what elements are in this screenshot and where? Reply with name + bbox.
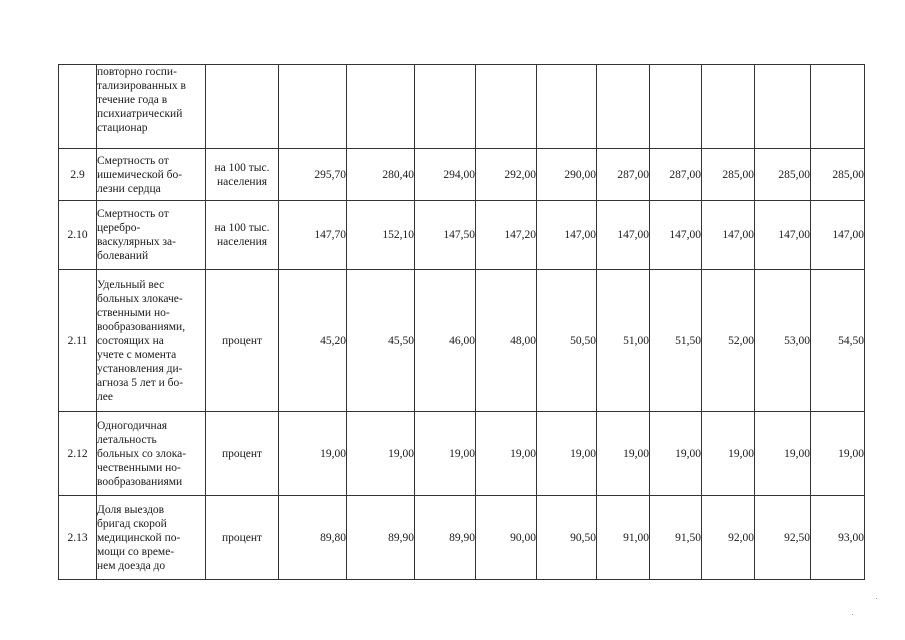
value-cell: 52,00 — [702, 270, 755, 412]
unit-cell: на 100 тыс. населения — [206, 149, 279, 201]
table-row — [59, 149, 865, 201]
value-cell: 285,00 — [811, 149, 865, 201]
value-cell: 147,20 — [476, 201, 537, 270]
value-cell: 147,00 — [755, 201, 811, 270]
value-cell: 147,70 — [279, 201, 347, 270]
table-row — [59, 201, 865, 270]
indicators-table — [58, 64, 865, 580]
indicator-name: Смертность от церебро- васкулярных за- болеваний — [97, 201, 206, 270]
unit-cell: процент — [206, 270, 279, 412]
value-cell: 54,50 — [811, 270, 865, 412]
value-cell: 147,00 — [702, 201, 755, 270]
unit-cell — [206, 65, 279, 149]
value-cell — [755, 65, 811, 149]
value-cell: 46,00 — [415, 270, 476, 412]
value-cell: 147,00 — [811, 201, 865, 270]
value-cell: 90,50 — [537, 496, 597, 580]
value-cell: 19,00 — [755, 412, 811, 496]
value-cell: 285,00 — [702, 149, 755, 201]
value-cell: 45,50 — [347, 270, 415, 412]
value-cell: 92,00 — [702, 496, 755, 580]
value-cell: 285,00 — [755, 149, 811, 201]
indicator-name: Доля выездов бригад скорой медицинской по- мощи со време- нем доезда до — [97, 496, 206, 580]
value-cell: 89,90 — [415, 496, 476, 580]
value-cell: 50,50 — [537, 270, 597, 412]
value-cell: 48,00 — [476, 270, 537, 412]
value-cell: 19,00 — [597, 412, 650, 496]
value-cell: 89,80 — [279, 496, 347, 580]
value-cell — [537, 65, 597, 149]
unit-cell: на 100 тыс. населения — [206, 201, 279, 270]
indicator-name: Удельный вес больных злокаче- ственными но- вообразованиями, состоящих на учете с момента установления ди- агноза 5 лет и бо- лее — [97, 270, 206, 412]
table-row — [59, 412, 865, 496]
value-cell: 295,70 — [279, 149, 347, 201]
value-cell: 93,00 — [811, 496, 865, 580]
value-cell: 19,00 — [811, 412, 865, 496]
value-cell — [597, 65, 650, 149]
row-number: 2.9 — [59, 149, 97, 201]
value-cell: 147,50 — [415, 201, 476, 270]
scan-speck — [876, 598, 877, 599]
value-cell — [811, 65, 865, 149]
value-cell: 51,50 — [650, 270, 702, 412]
row-number: 2.10 — [59, 201, 97, 270]
row-number — [59, 65, 97, 149]
value-cell: 147,00 — [597, 201, 650, 270]
value-cell: 91,50 — [650, 496, 702, 580]
row-number: 2.12 — [59, 412, 97, 496]
value-cell: 147,00 — [537, 201, 597, 270]
value-cell: 91,00 — [597, 496, 650, 580]
value-cell: 53,00 — [755, 270, 811, 412]
table-row — [59, 65, 865, 149]
value-cell: 90,00 — [476, 496, 537, 580]
value-cell — [415, 65, 476, 149]
value-cell — [476, 65, 537, 149]
indicator-name: повторно госпи- тализированных в течение года в психиатрический стационар — [97, 65, 206, 149]
value-cell: 294,00 — [415, 149, 476, 201]
value-cell: 89,90 — [347, 496, 415, 580]
value-cell: 287,00 — [650, 149, 702, 201]
table-row — [59, 496, 865, 580]
value-cell: 19,00 — [537, 412, 597, 496]
value-cell: 19,00 — [650, 412, 702, 496]
value-cell: 290,00 — [537, 149, 597, 201]
unit-cell: процент — [206, 496, 279, 580]
value-cell: 152,10 — [347, 201, 415, 270]
value-cell — [650, 65, 702, 149]
value-cell: 51,00 — [597, 270, 650, 412]
value-cell: 19,00 — [347, 412, 415, 496]
value-cell: 292,00 — [476, 149, 537, 201]
indicator-name: Одногодичная летальность больных со злока- чественными но- вообразованиями — [97, 412, 206, 496]
value-cell: 19,00 — [702, 412, 755, 496]
value-cell — [347, 65, 415, 149]
table-row — [59, 270, 865, 412]
value-cell: 19,00 — [279, 412, 347, 496]
value-cell: 19,00 — [415, 412, 476, 496]
value-cell: 45,20 — [279, 270, 347, 412]
value-cell: 147,00 — [650, 201, 702, 270]
unit-cell: процент — [206, 412, 279, 496]
row-number: 2.11 — [59, 270, 97, 412]
value-cell: 92,50 — [755, 496, 811, 580]
value-cell — [279, 65, 347, 149]
value-cell: 280,40 — [347, 149, 415, 201]
value-cell: 19,00 — [476, 412, 537, 496]
value-cell — [702, 65, 755, 149]
scan-speck — [852, 614, 853, 615]
row-number: 2.13 — [59, 496, 97, 580]
indicator-name: Смертность от ишемической бо- лезни сердца — [97, 149, 206, 201]
value-cell: 287,00 — [597, 149, 650, 201]
